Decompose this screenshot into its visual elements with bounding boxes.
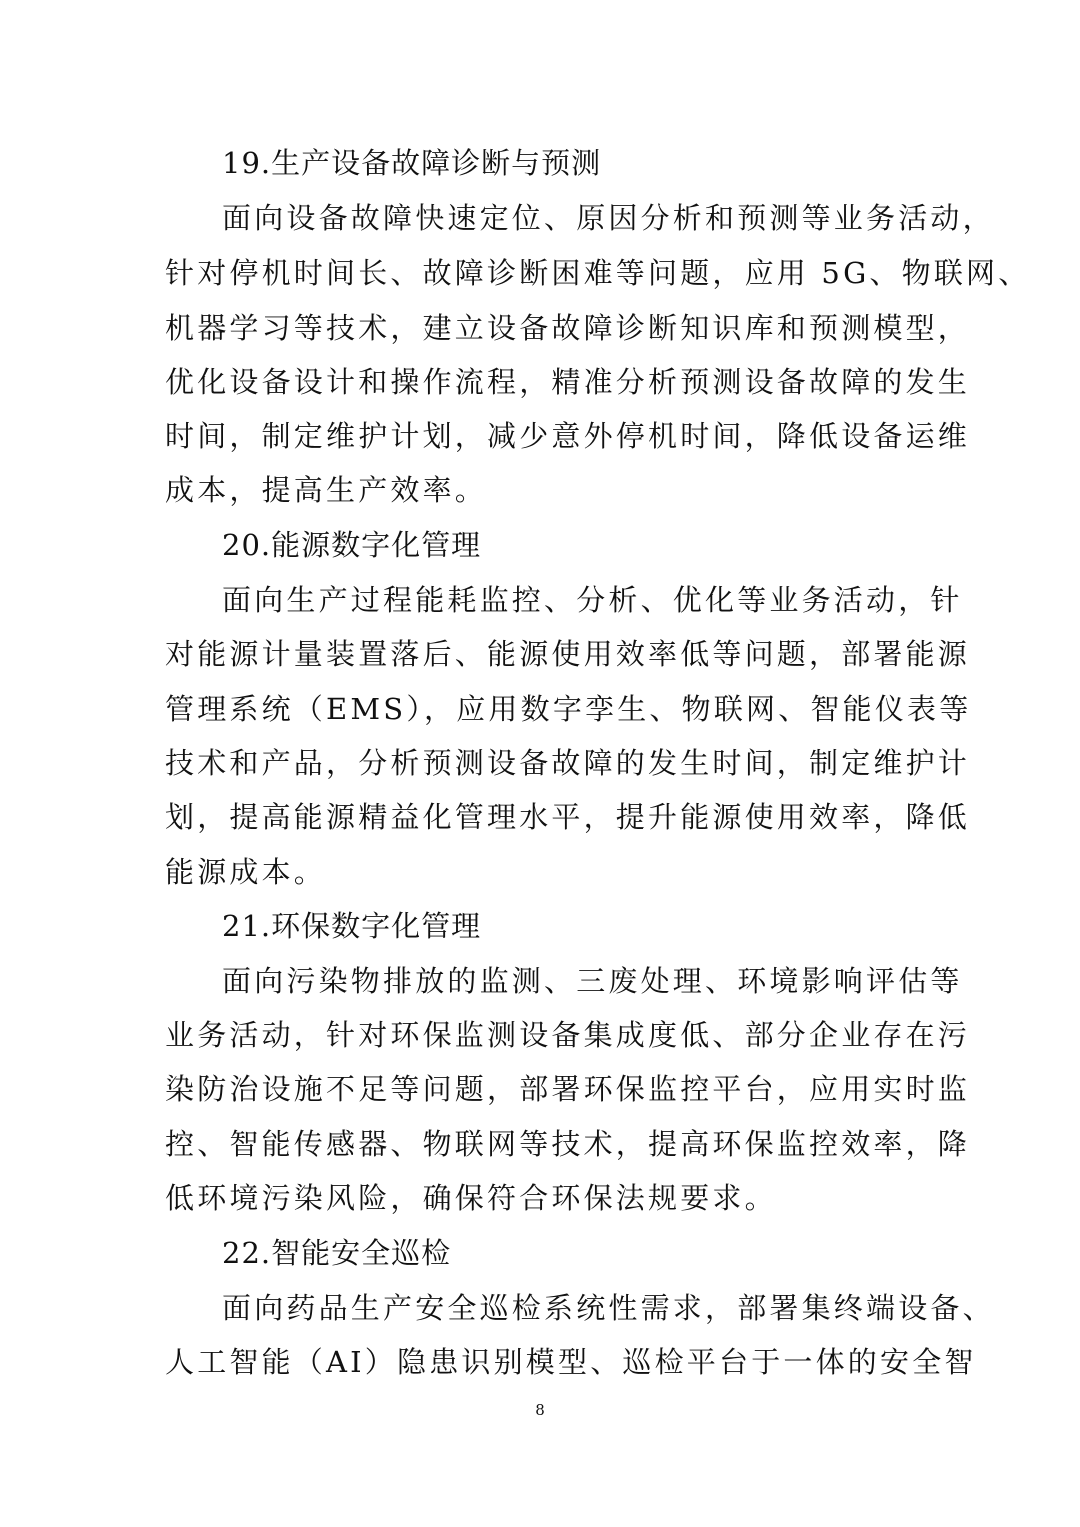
page-number: 8: [535, 1401, 545, 1419]
section-heading: 21.环保数字化管理: [222, 909, 482, 943]
paragraph-line: 机器学习等技术，建立设备故障诊断知识库和预测模型，: [165, 311, 971, 345]
paragraph-line: 控、智能传感器、物联网等技术，提高环保监控效率，降: [165, 1127, 971, 1161]
paragraph-line: 对能源计量装置落后、能源使用效率低等问题，部署能源: [165, 637, 971, 671]
paragraph-line: 针对停机时间长、故障诊断困难等问题，应用 5G、物联网、: [165, 256, 1031, 290]
paragraph-line: 面向生产过程能耗监控、分析、优化等业务活动，针: [222, 583, 963, 617]
paragraph-line: 技术和产品，分析预测设备故障的发生时间，制定维护计: [165, 746, 971, 780]
paragraph-line: 面向药品生产安全巡检系统性需求，部署集终端设备、: [222, 1291, 995, 1325]
section-heading: 19.生产设备故障诊断与预测: [222, 146, 602, 180]
paragraph-line: 低环境污染风险，确保符合环保法规要求。: [165, 1181, 777, 1215]
paragraph-line: 时间，制定维护计划，减少意外停机时间，降低设备运维: [165, 419, 971, 453]
paragraph-line: 染防治设施不足等问题，部署环保监控平台，应用实时监: [165, 1072, 971, 1106]
paragraph-line: 成本，提高生产效率。: [165, 473, 488, 507]
paragraph-line: 人工智能（AI）隐患识别模型、巡检平台于一体的安全智: [165, 1345, 977, 1379]
paragraph-line: 优化设备设计和操作流程，精准分析预测设备故障的发生: [165, 365, 971, 399]
section-heading: 20.能源数字化管理: [222, 528, 482, 562]
paragraph-line: 面向设备故障快速定位、原因分析和预测等业务活动，: [222, 201, 995, 235]
paragraph-line: 面向污染物排放的监测、三废处理、环境影响评估等: [222, 964, 963, 998]
paragraph-line: 划，提高能源精益化管理水平，提升能源使用效率，降低: [165, 800, 971, 834]
paragraph-line: 管理系统（EMS），应用数字孪生、物联网、智能仪表等: [165, 692, 972, 726]
paragraph-line: 业务活动，针对环保监测设备集成度低、部分企业存在污: [165, 1018, 971, 1052]
section-heading: 22.智能安全巡检: [222, 1236, 452, 1270]
paragraph-line: 能源成本。: [165, 855, 327, 889]
